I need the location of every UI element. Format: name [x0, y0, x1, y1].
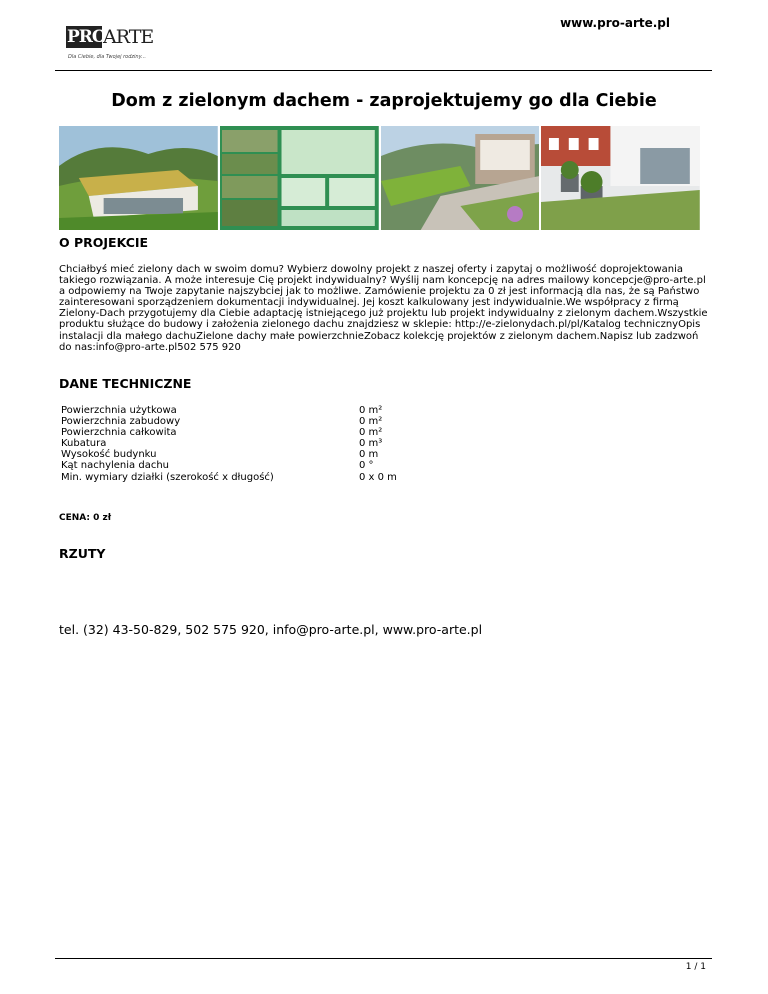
rooftop-terrace-planters-photo: [541, 126, 700, 230]
spec-row: [61, 438, 397, 449]
spec-value: 0 m²: [359, 416, 383, 428]
project-heading: O PROJEKCIE: [59, 235, 149, 250]
contact-line: tel. (32) 43-50-829, 502 575 920, info@pro-arte.pl, www.pro-arte.pl: [59, 622, 483, 637]
house-green-roof-photo: [59, 126, 218, 230]
spec-label: Min. wymiary działki (szerokość x długość): [61, 471, 274, 483]
spec-row: [61, 416, 397, 427]
spec-value: 0 °: [359, 460, 374, 472]
project-description: Chciałbyś mieć zielony dach w swoim domu? Wybierz dowolny projekt z naszej oferty i zapytaj o możliwość doprojektowania takiego rozwiązania. A może interesuje Cię projekt indywidualny? Wyślij nam koncepcję na adres mailowy koncepcje@pro-arte.pl a odpowiemy na Twoje zapytanie najszybciej jak to możliwe. Zamówienie projektu za 0 zł jest informacją dla nas, że są Państwo zainteresowani sporządzeniem dokumentacji indywidualnej. Jej koszt kalkulowany jest indywidualnie.We współpracy z firmą Zielony-Dach przygotujemy dla Ciebie adaptację istniejącego już projektu lub projekt indywidualny z zielonym dachem.Wszystkie produktu służące do budowy i założenia zielonego dachu znajdziesz w sklepie: http://e-zielonydach.pl/pl/Katalog technicznyOpis instalacji dla małego dachuZielone dachy małe powierzchnieZobacz kolekcję projektów z zielonym dachem.Napisz lub zadzwoń do nas:info@pro-arte.pl502 575 920: [59, 264, 708, 353]
spec-row: [61, 472, 397, 483]
logo-tagline: Dla Ciebie, dla Twojej rodziny...: [68, 54, 146, 60]
spec-row: [61, 405, 397, 416]
spec-label: Kubatura: [61, 438, 107, 450]
spec-value: 0 m³: [359, 438, 383, 450]
spec-label: Powierzchnia użytkowa: [61, 405, 177, 416]
green-roof-brochure-photo: [220, 126, 379, 230]
spec-label: Wysokość budynku: [61, 449, 157, 461]
photo-strip: [59, 126, 700, 230]
price-label: CENA: 0 zł: [59, 513, 112, 523]
spec-value: 0 m²: [359, 427, 383, 439]
roof-garden-walkway-photo: [381, 126, 540, 230]
logo-pro-text: PRO: [67, 27, 106, 47]
page-title: Dom z zielonym dachem - zaprojektujemy go dla Ciebie: [111, 91, 657, 111]
spec-label: Powierzchnia zabudowy: [61, 416, 181, 428]
logo-arte-text: ARTE: [103, 26, 154, 48]
pro-arte-logo: [66, 24, 156, 64]
spec-label: Powierzchnia całkowita: [61, 427, 177, 439]
spec-label: Kąt nachylenia dachu: [61, 460, 170, 472]
spec-value: 0 m: [359, 449, 379, 461]
footer-rule: [55, 958, 712, 959]
page-number: 1 / 1: [685, 962, 706, 972]
spec-value: 0 m²: [359, 405, 383, 416]
technical-heading: DANE TECHNICZNE: [59, 376, 192, 391]
technical-data-table: [61, 405, 397, 483]
spec-row: [61, 427, 397, 438]
spec-row: [61, 449, 397, 460]
spec-row: [61, 460, 397, 471]
header-website[interactable]: www.pro-arte.pl: [560, 16, 670, 30]
header-rule: [55, 70, 712, 71]
spec-value: 0 x 0 m: [359, 471, 397, 483]
plans-heading: RZUTY: [59, 546, 106, 561]
